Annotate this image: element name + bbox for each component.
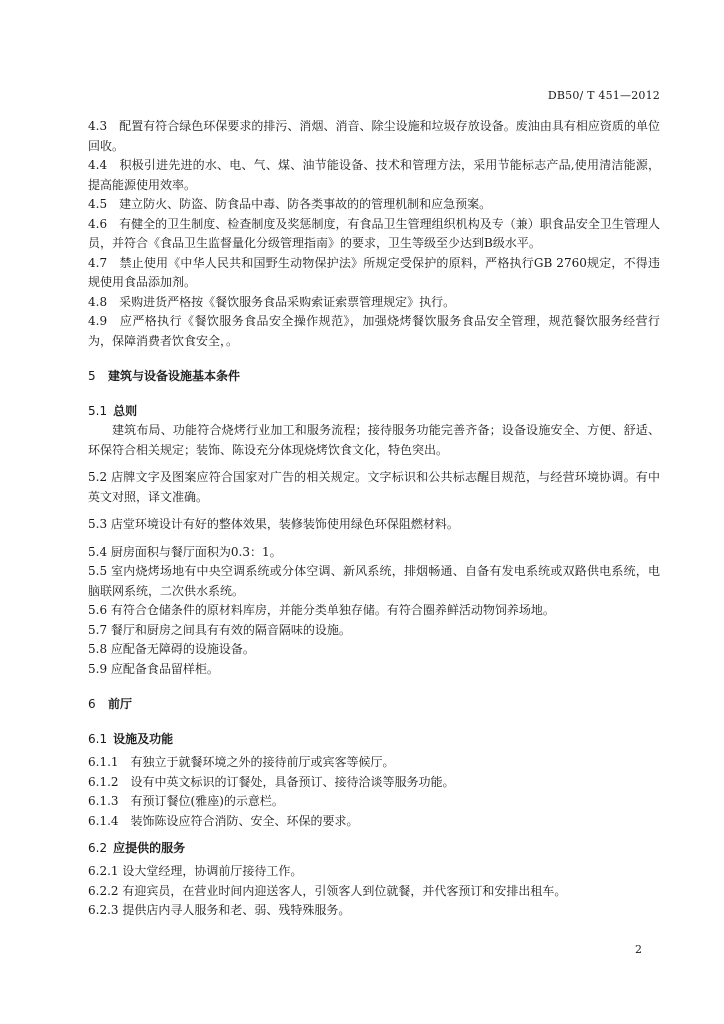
clause-4-3: 4.3 配置有符合绿色环保要求的排污、消烟、消音、除尘设施和垃圾存放设备。废油由具有相应资质的单位回收。 <box>88 119 660 153</box>
clause-5-5: 5.5 室内烧烤场地有中央空调系统或分体空调、新风系统，排烟畅通、自备有发电系统或双路供电系统，电脑联网系统，二次供水系统。 <box>88 564 660 598</box>
clause-5-9: 5.9 应配备食品留样柜。 <box>88 661 219 676</box>
section-number: 5 <box>88 369 96 383</box>
page-number: 2 <box>635 943 642 956</box>
page-content <box>88 117 660 921</box>
clause-title: 总则 <box>113 404 138 418</box>
clause-4-5: 4.5 建立防火、防盗、防食品中毒、防各类事故的的管理机制和应急预案。 <box>88 197 492 211</box>
clause-5-6: 5.6 有符合仓储条件的原材料库房，并能分类单独存储。有符合圈养鲜活动物饲养场地。 <box>88 603 555 617</box>
clause-5-7: 5.7 餐厅和厨房之间具有有效的隔音隔味的设施。 <box>88 622 351 637</box>
section-title: 建筑与设备设施基本条件 <box>108 369 241 383</box>
clause-number: 5.1 <box>88 404 108 418</box>
clause-title: 设施及功能 <box>113 732 174 746</box>
clause-6-1-heading <box>88 730 660 749</box>
clause-5-8: 5.8 应配备无障碍的设施设备。 <box>88 642 255 656</box>
clause-6-1-3: 6.1.3 有预订餐位(雅座)的示意栏。 <box>88 794 284 808</box>
clause-5-4: 5.4 厨房面积与餐厅面积为0.3：1。 <box>88 544 282 559</box>
clause-title: 应提供的服务 <box>113 841 186 855</box>
clause-6-1-4: 6.1.4 装饰陈设应符合消防、安全、环保的要求。 <box>88 813 359 828</box>
clause-5-1-body: 建筑布局、功能符合烧烤行业加工和服务流程；接待服务功能完善齐备；设备设施安全、方便、舒适、环保符合相关规定；装饰、陈设充分体现烧烤饮食文化，特色突出。 <box>88 423 660 457</box>
clause-4-4: 4.4 积极引进先进的水、电、气、煤、油节能设备、技术和管理方法，采用节能标志产品,使用清洁能源，提高能源使用效率。 <box>88 158 660 192</box>
clause-6-2-3: 6.2.3 提供店内寻人服务和老、弱、残特殊服务。 <box>88 903 351 917</box>
clause-6-1-1: 6.1.1 有独立于就餐环境之外的接待前厅或宾客等候厅。 <box>88 755 395 769</box>
clause-6-1-2: 6.1.2 设有中英文标识的订餐处，具备预订、接待洽谈等服务功能。 <box>88 774 455 789</box>
clause-number: 6.1 <box>88 732 108 746</box>
section-title: 前厅 <box>108 697 133 711</box>
clause-6-2-1: 6.2.1 设大堂经理，协调前厅接待工作。 <box>88 864 303 878</box>
clause-5-1-heading <box>88 402 660 421</box>
clause-5-3: 5.3 店堂环境设计有好的整体效果，装修装饰使用绿色环保阻燃材料。 <box>88 517 459 531</box>
section-number: 6 <box>88 697 96 711</box>
clause-6-2-2: 6.2.2 有迎宾员，在营业时间内迎送客人，引领客人到位就餐，并代客预订和安排出租车。 <box>88 883 567 898</box>
clause-number: 6.2 <box>88 841 108 855</box>
clause-4-7: 4.7 禁止使用《中华人民共和国野生动物保护法》所规定受保护的原料，严格执行GB 2760规定，不得违规使用食品添加剂。 <box>88 255 660 289</box>
clause-5-2: 5.2 店牌文字及图案应符合国家对广告的相关规定。文字标识和公共标志醒目规范，与经营环境协调。有中英文对照，译文准确。 <box>88 470 660 504</box>
clause-4-9: 4.9 应严格执行《餐饮服务食品安全操作规范》，加强烧烤餐饮服务食品安全管理，规范餐饮服务经营行为，保障消费者饮食安全，。 <box>88 314 660 348</box>
section-6-heading <box>88 695 660 714</box>
clause-6-2-heading <box>88 839 660 858</box>
section-5-heading <box>88 367 660 386</box>
document-code: DB50/ T 451—2012 <box>547 89 660 102</box>
clause-4-8: 4.8 采购进货严格按《餐饮服务食品采购索证索票管理规定》执行。 <box>88 294 456 309</box>
clause-4-6: 4.6 有健全的卫生制度、检查制度及奖惩制度，有食品卫生管理组织机构及专（兼）职食品安全卫生管理人员，并符合《食品卫生监督量化分级管理指南》的要求，卫生等级至少达到B级水平。 <box>88 216 660 250</box>
